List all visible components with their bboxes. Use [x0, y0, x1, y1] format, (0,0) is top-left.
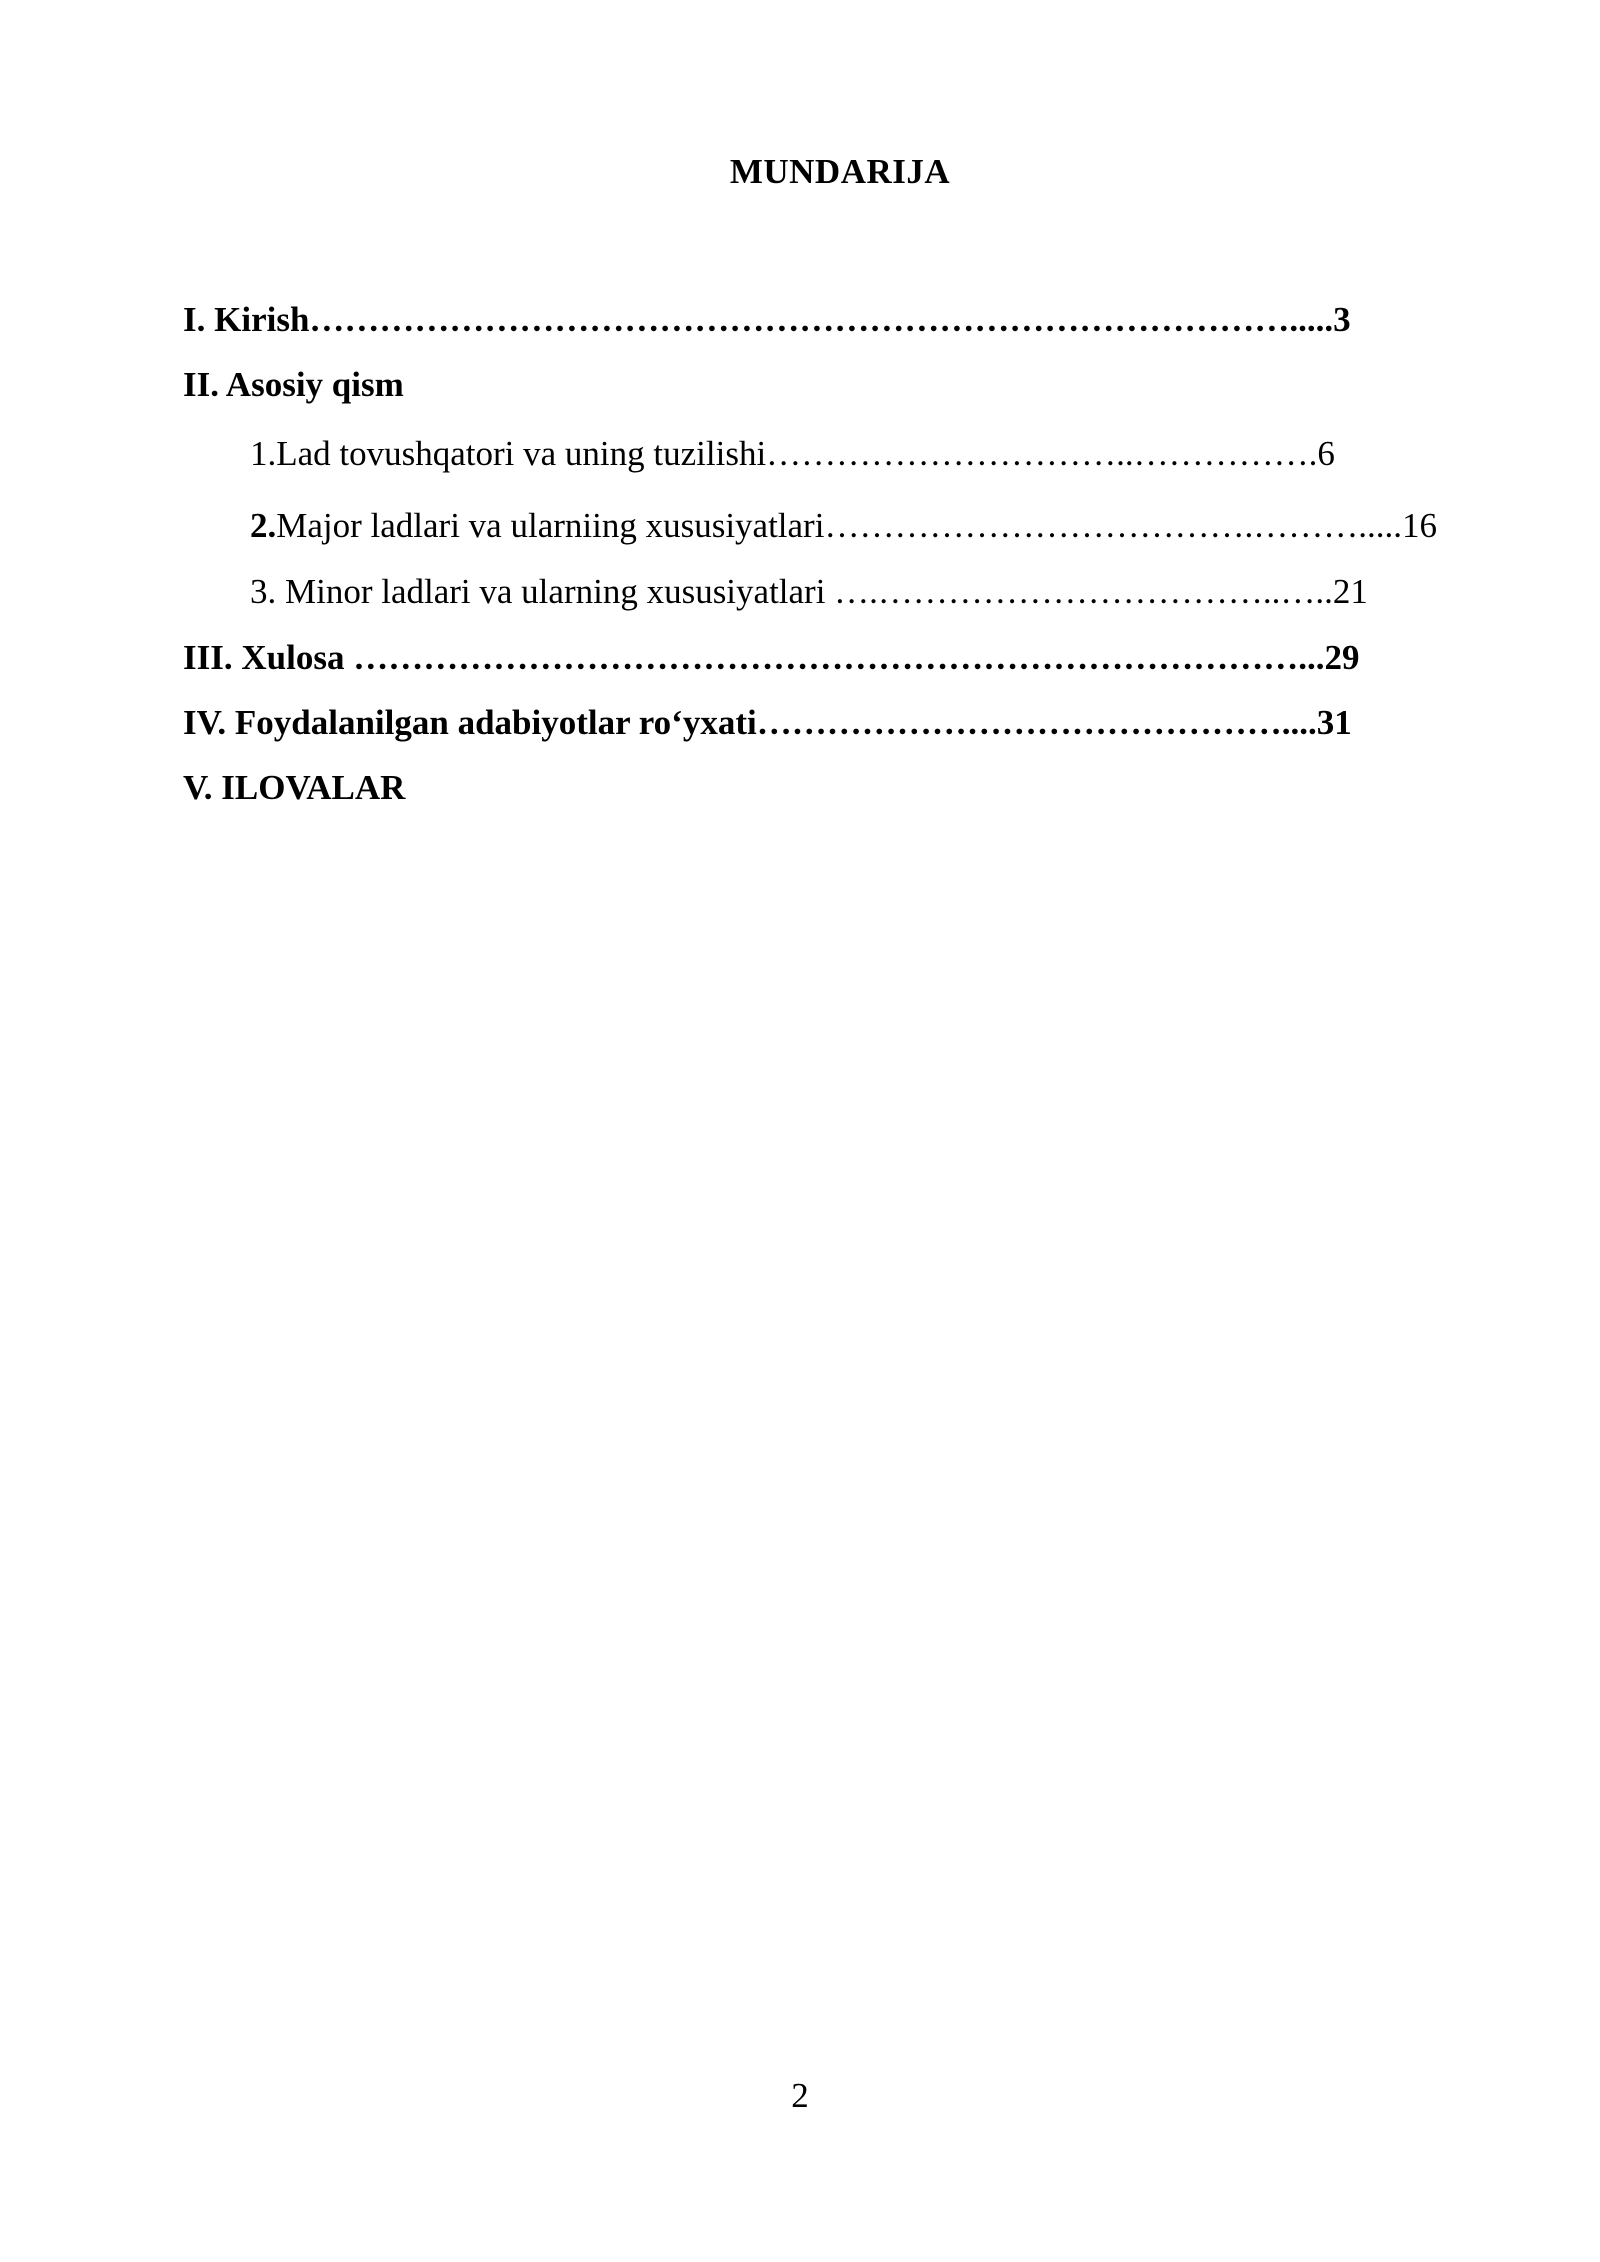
- toc-entry-xulosa: III. Xulosa ………………………………………………………………………...29: [183, 638, 1360, 677]
- toc-subentry-minor-ladlari: 3. Minor ladlari va ularning xususiyatlari ….……………………………..…..21: [250, 572, 1368, 611]
- toc-entry-kirish: I. Kirish………………………………………………………………………….....3: [183, 300, 1351, 339]
- toc-entry-adabiyotlar: IV. Foydalanilgan adabiyotlar ro‘yxati………………………………………....31: [183, 703, 1352, 742]
- toc-entry-asosiy-qism: II. Asosiy qism: [183, 365, 404, 404]
- toc-entry-ilovalar: V. ILOVALAR: [183, 768, 406, 807]
- toc-subentry-lad-tovushqatori: 1.Lad tovushqatori va uning tuzilishi…………………………..…………….6: [250, 434, 1335, 473]
- toc-subentry-number: 2.: [250, 506, 277, 545]
- page-title: MUNDARIJA: [729, 152, 951, 191]
- toc-subentry-text: Major ladlari va ularniing xususiyatlari……………………………….……….....16: [276, 506, 1437, 545]
- toc-subentry-major-ladlari: [250, 508, 1437, 543]
- page-number: 2: [791, 2076, 809, 2115]
